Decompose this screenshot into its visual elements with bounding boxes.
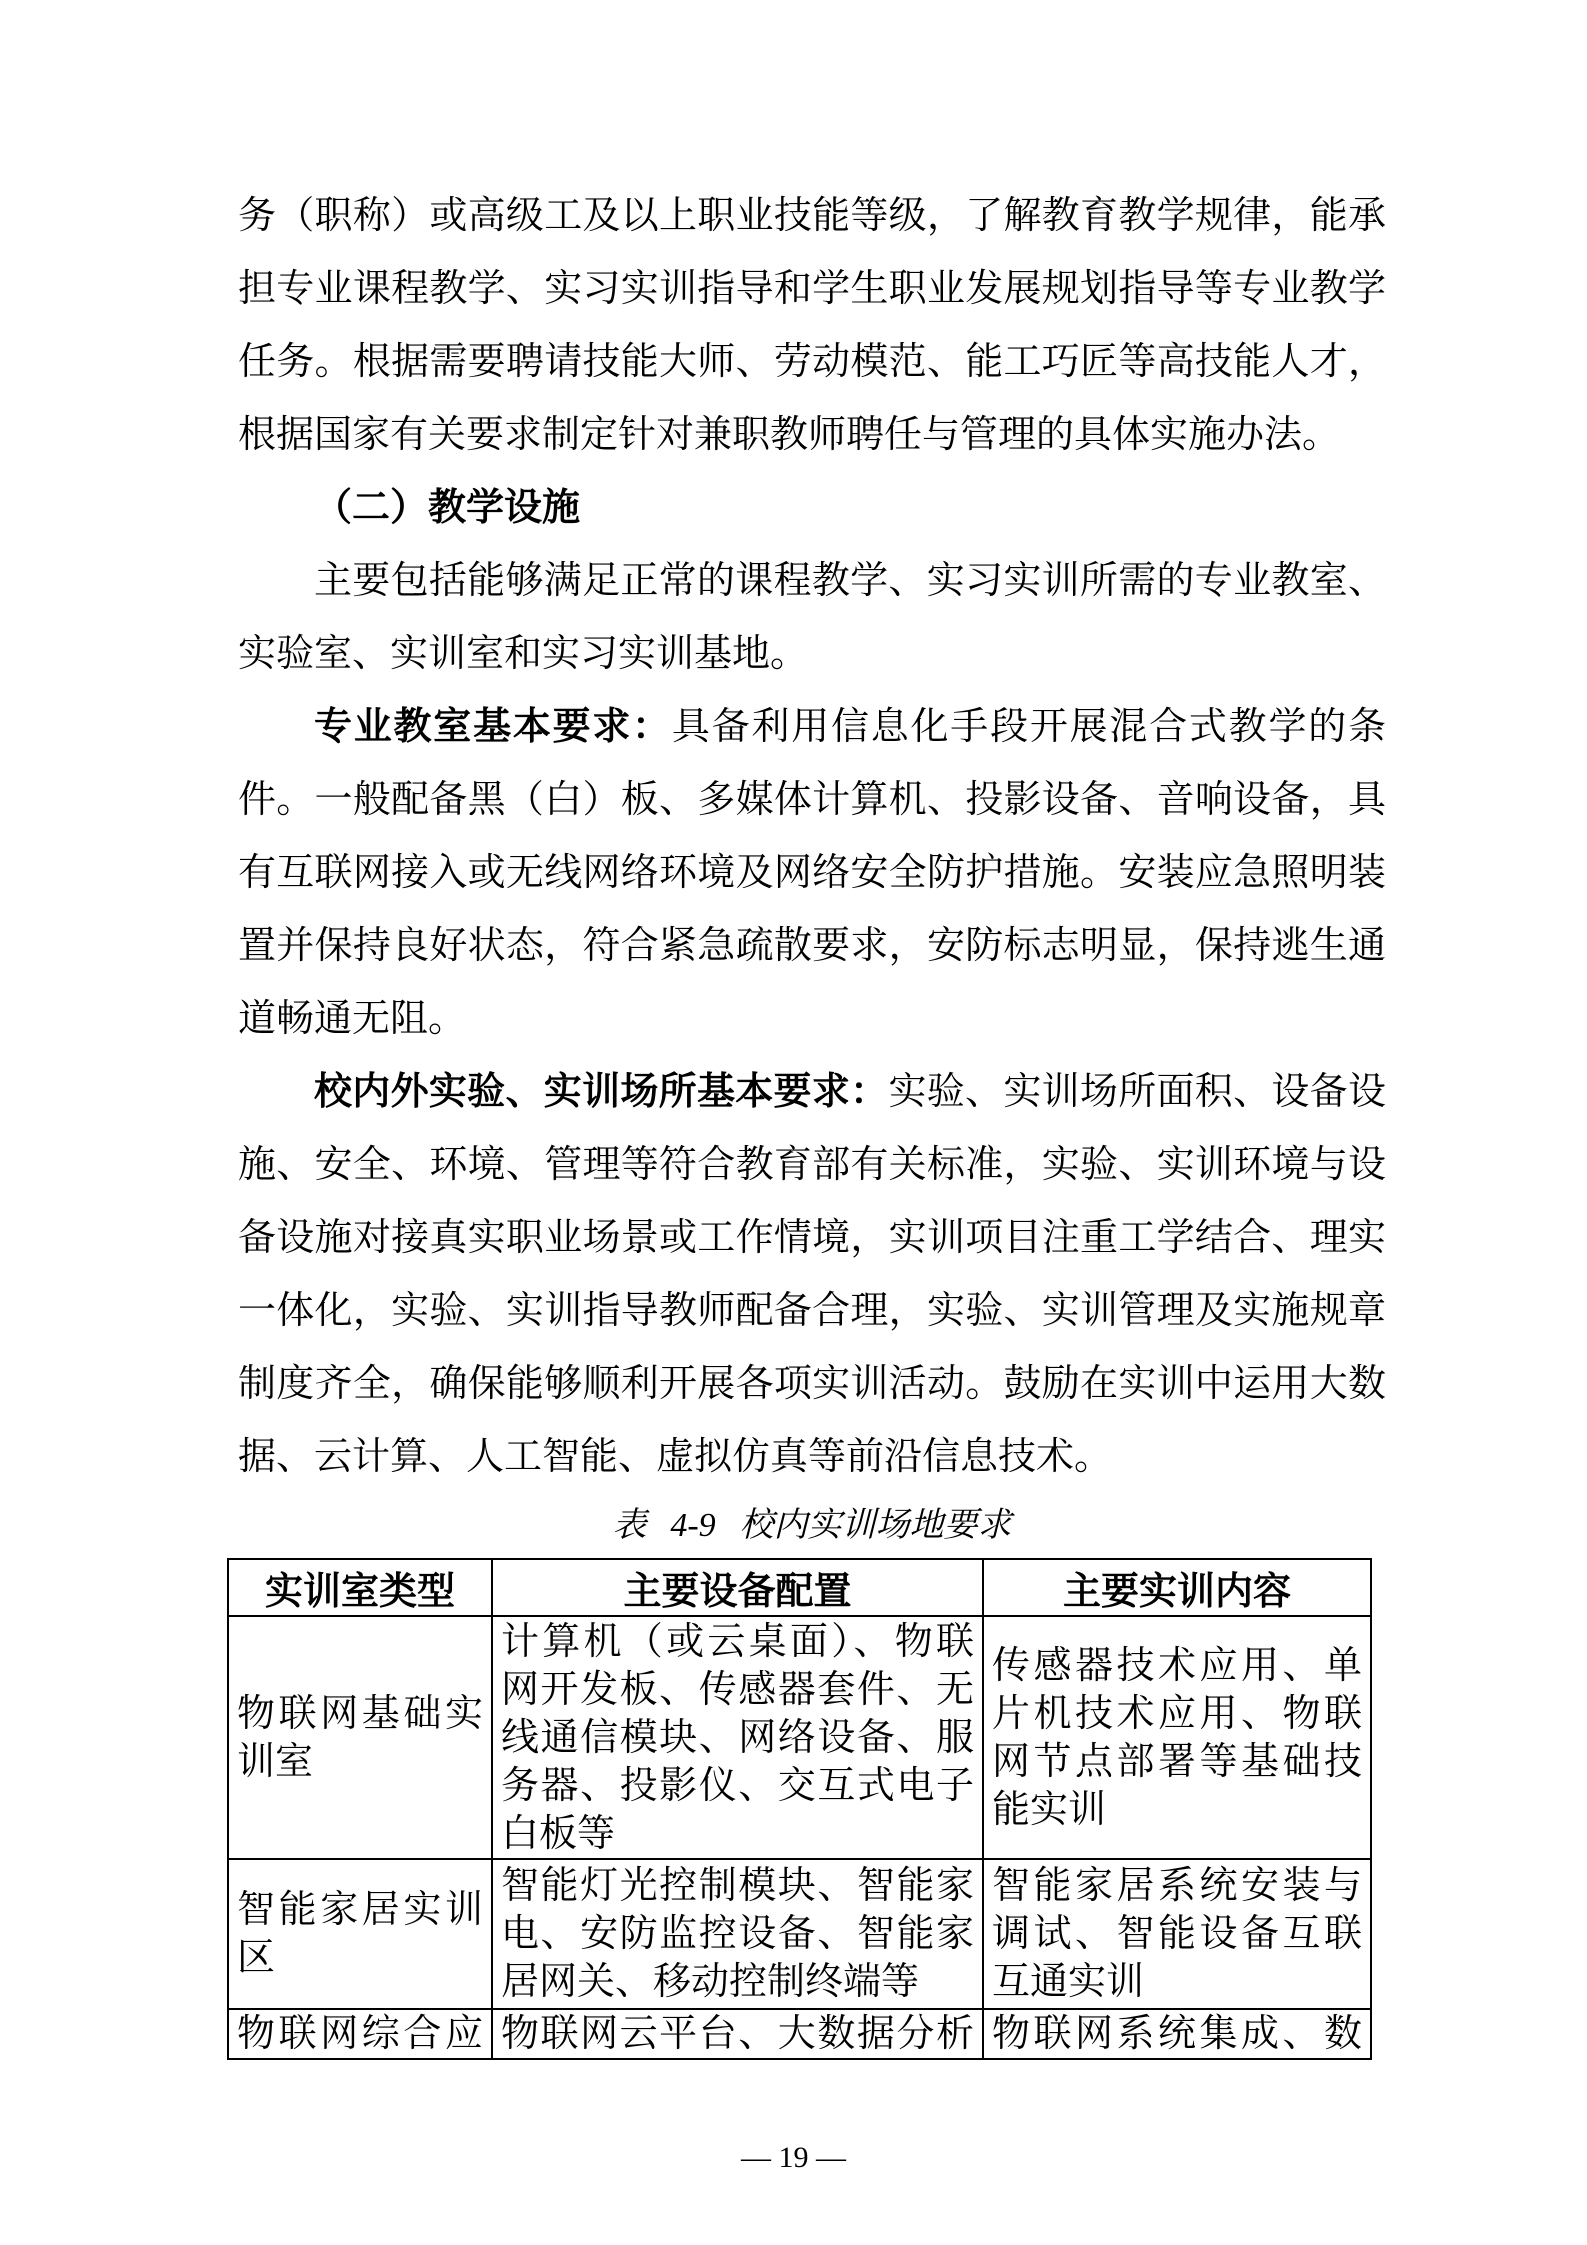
text-line xyxy=(238,399,1386,472)
text-line xyxy=(238,764,1386,837)
text-segment: 根据国家有关要求制定针对兼职教师聘任与管理的具体实施办法。 xyxy=(238,414,1341,456)
text-segment: 任务。根据需要聘请技能大师、劳动模范、能工巧匠等高技能人才， xyxy=(238,341,1386,383)
cell-line: 居网关、移动控制终端等 xyxy=(501,1961,920,2003)
text-segment: 置并保持良好状态，符合紧急疏散要求，安防标志明显，保持逃生通 xyxy=(238,925,1386,967)
table-header-cell-content: 主要实训内容 xyxy=(983,1559,1371,1616)
bold-text-segment: （二）教学设施 xyxy=(314,487,581,529)
text-segment: 施、安全、环境、管理等符合教育部有关标准，实验、实训环境与设 xyxy=(238,1144,1386,1186)
cell-line: 调试、智能设备互联 xyxy=(992,1913,1362,1955)
text-segment: 具备利用信息化手段开展混合式教学的条 xyxy=(671,706,1386,748)
text-line xyxy=(238,545,1386,618)
cell-line: 片机技术应用、物联 xyxy=(992,1692,1362,1735)
page-content xyxy=(238,180,1386,2060)
cell-line: 白板等 xyxy=(501,1812,616,1855)
text-segment: 据、云计算、人工智能、虚拟仿真等前沿信息技术。 xyxy=(238,1436,1113,1478)
bold-text-segment: 校内外实验、实训场所基本要求： xyxy=(314,1071,889,1113)
cell-line: 务器、投影仪、交互式电子 xyxy=(501,1764,974,1807)
cell-line: 互通实训 xyxy=(992,1961,1145,2003)
text-segment: 实验室、实训室和实习实训基地。 xyxy=(238,633,809,675)
cell-line: 智能家居系统安装与 xyxy=(992,1865,1362,1907)
section-heading xyxy=(238,472,1386,545)
paragraph-training-site-requirements xyxy=(238,1056,1386,1494)
text-segment: 担专业课程教学、实习实训指导和学生职业发展规划指导等专业教学 xyxy=(238,268,1386,310)
paragraph-teacher-continuation xyxy=(238,180,1386,472)
cell-line: 物联网基础实 xyxy=(237,1692,483,1735)
text-line xyxy=(238,1421,1386,1494)
text-segment: 备设施对接真实职业场景或工作情境，实训项目注重工学结合、理实 xyxy=(238,1217,1386,1259)
table-cell xyxy=(983,1616,1371,1859)
table-cell xyxy=(492,1859,983,2009)
text-segment: 有互联网接入或无线网络环境及网络安全防护措施。安装应急照明装 xyxy=(238,852,1386,894)
text-line xyxy=(238,983,1386,1056)
body-text xyxy=(238,180,1386,1494)
cell-line: 能实训 xyxy=(992,1788,1107,1831)
cell-line: 网开发板、传感器套件、无 xyxy=(501,1668,974,1711)
text-segment: 一体化，实验、实训指导教师配备合理，实验、实训管理及实施规章 xyxy=(238,1290,1386,1332)
text-line xyxy=(238,1129,1386,1202)
training-facilities-table xyxy=(227,1558,1372,2060)
table-cell xyxy=(228,2009,492,2059)
table-header-cell-equipment: 主要设备配置 xyxy=(492,1559,983,1616)
cell-line: 电、安防监控设备、智能家 xyxy=(501,1913,974,1955)
text-line xyxy=(238,691,1386,764)
cell-line: 传感器技术应用、单 xyxy=(992,1644,1362,1687)
text-line xyxy=(238,1056,1386,1129)
text-line xyxy=(238,1202,1386,1275)
text-segment: 主要包括能够满足正常的课程教学、实习实训所需的专业教室、 xyxy=(314,560,1386,602)
text-segment: 制度齐全，确保能够顺利开展各项实训活动。鼓励在实训中运用大数 xyxy=(238,1363,1386,1405)
text-line xyxy=(238,1275,1386,1348)
cell-line: 网节点部署等基础技 xyxy=(992,1740,1362,1783)
table-cell xyxy=(983,1859,1371,2009)
table-cell xyxy=(228,1616,492,1859)
text-line xyxy=(238,910,1386,983)
table-caption: 表 4-9 校内实训场地要求 xyxy=(612,1507,1012,1544)
cell-line: 物联网系统集成、数 xyxy=(992,2013,1362,2055)
table-header-row xyxy=(228,1559,1371,1616)
cell-line: 区 xyxy=(237,1937,276,1979)
text-line xyxy=(238,837,1386,910)
table-cell xyxy=(228,1859,492,2009)
text-line xyxy=(238,1348,1386,1421)
cell-line: 智能灯光控制模块、智能家 xyxy=(501,1865,974,1907)
text-line xyxy=(238,253,1386,326)
cell-line: 计算机（或云桌面）、物联 xyxy=(501,1620,974,1663)
paragraph-teaching-facilities xyxy=(238,545,1386,691)
cell-line: 线通信模块、网络设备、服 xyxy=(501,1716,974,1759)
table-row xyxy=(228,2009,1371,2059)
text-line xyxy=(238,618,1386,691)
cell-line: 物联网云平台、大数据分析 xyxy=(501,2013,974,2055)
table-header xyxy=(228,1559,1371,1616)
cell-line: 训室 xyxy=(237,1740,314,1783)
table-row xyxy=(228,1616,1371,1859)
table-row xyxy=(228,1859,1371,2009)
text-segment: 件。一般配备黑（白）板、多媒体计算机、投影设备、音响设备，具 xyxy=(238,779,1386,821)
table-cell xyxy=(492,1616,983,1859)
cell-line: 物联网综合应 xyxy=(237,2013,483,2055)
text-segment: 务（职称）或高级工及以上职业技能等级，了解教育教学规律，能承 xyxy=(238,195,1386,237)
table-body xyxy=(228,1616,1371,2059)
paragraph-classroom-requirements xyxy=(238,691,1386,1056)
section-heading-line xyxy=(238,472,1386,545)
table-cell xyxy=(492,2009,983,2059)
page-number: — 19 — xyxy=(741,2141,846,2174)
text-segment: 实验、实训场所面积、设备设 xyxy=(888,1071,1386,1113)
text-segment: 道畅通无阻。 xyxy=(238,998,467,1040)
table-header-cell-type: 实训室类型 xyxy=(228,1559,492,1616)
bold-text-segment: 专业教室基本要求： xyxy=(314,706,672,748)
text-line xyxy=(238,326,1386,399)
text-line xyxy=(238,180,1386,253)
cell-line: 智能家居实训 xyxy=(237,1889,483,1931)
table-cell xyxy=(983,2009,1371,2059)
